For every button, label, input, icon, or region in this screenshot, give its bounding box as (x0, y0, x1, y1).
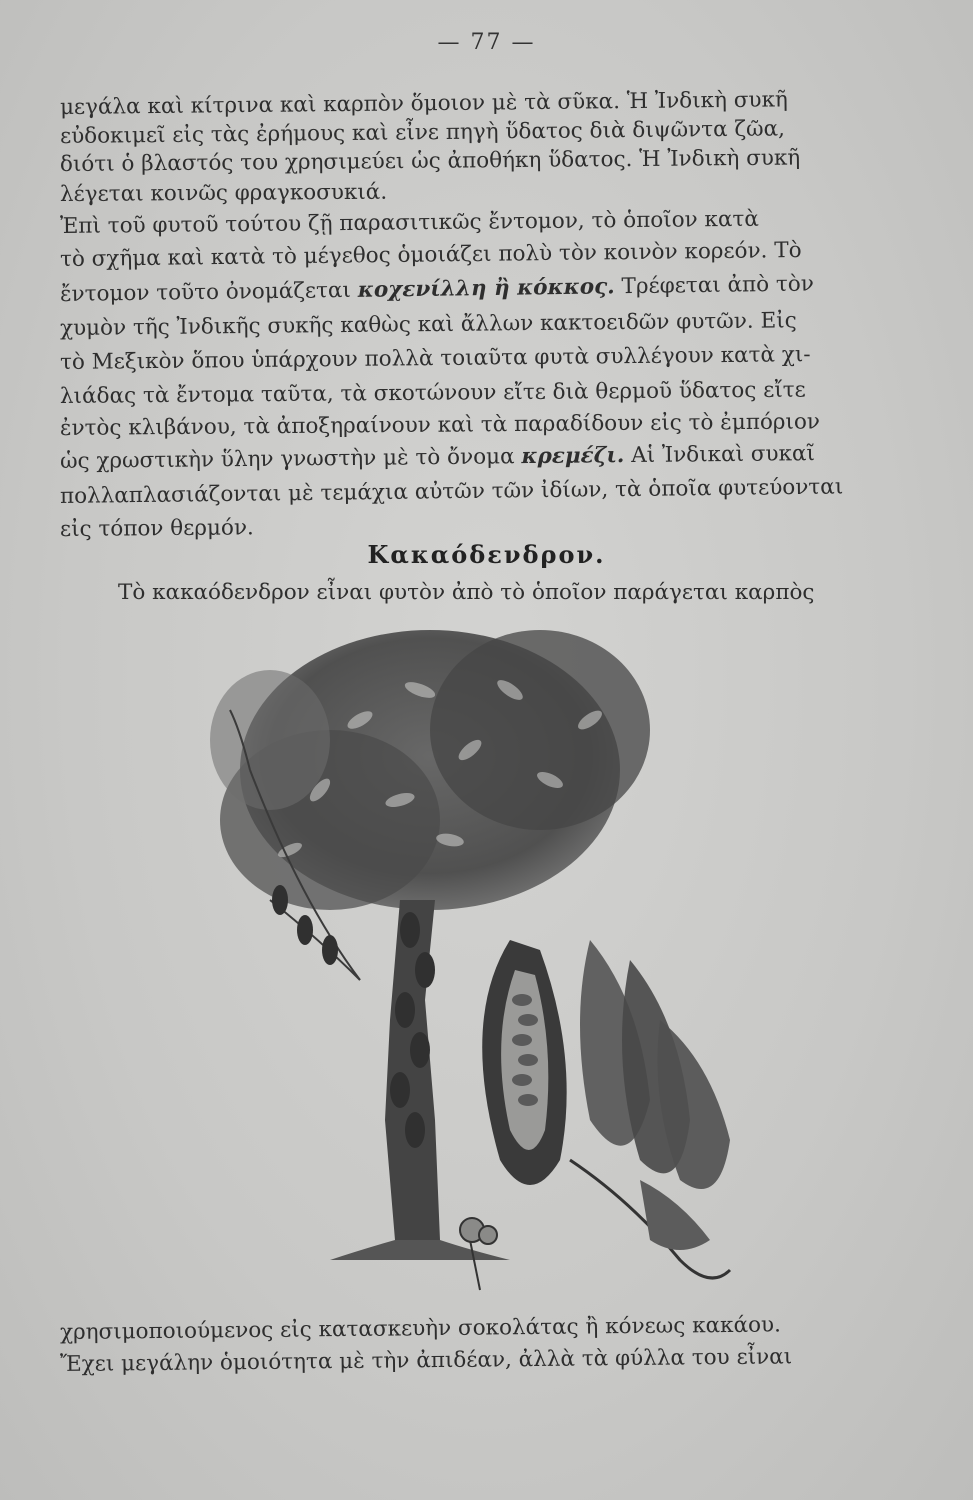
text-run: λιάδας τὰ ἔντομα ταῦτα, τὰ σκοτώνουν εἴτε διὰ θερμοῦ ὕδατος εἴτε (59, 377, 806, 409)
emphasized-term: κρεμέζι. (521, 443, 625, 470)
cut-cacao-pod (482, 940, 566, 1185)
cacao-tree-illustration (210, 600, 900, 1300)
text-run: πολλαπλασιάζονται μὲ τεμάχια αὐτῶν τῶν ἰδίων, τὰ ὁποῖα φυτεύονται (59, 474, 844, 509)
page-number: — 77 — (437, 30, 536, 55)
text-run: μεγάλα καὶ κίτρινα καὶ καρπὸν ὅμοιον μὲ τὰ σῦκα. Ἡ Ἰνδικὴ συκῆ (59, 87, 788, 120)
text-run: ἐντὸς κλιβάνου, τὰ ἀποξηραίνουν καὶ τὰ παραδίδουν εἰς τὸ ἐμπόριον (59, 409, 821, 441)
text-run: εἰς τόπον θερμόν. (59, 515, 254, 542)
text-line: Ἔχει μεγάλην ὁμοιότητα μὲ τὴν ἀπιδέαν, ἀλλὰ τὰ φύλλα του εἶναι (59, 1344, 793, 1377)
text-line (60, 235, 880, 275)
text-line (60, 472, 880, 512)
text-run: ὡς χρωστικὴν ὕλην γνωστὴν μὲ τὸ ὄνομα (59, 444, 522, 474)
text-run: Τρέφεται ἀπὸ τὸν (614, 271, 815, 300)
tree-canopy (210, 630, 650, 910)
text-run: τὸ σχῆμα καὶ κατὰ τὸ μέγεθος ὁμοιάζει πολὺ τὸν κοινὸν κορεόν. Τὸ (59, 237, 802, 272)
intro-line: Τὸ κακαόδενδρον εἶναι φυτὸν ἀπὸ τὸ ὁποῖον παράγεται καρπὸς (118, 580, 815, 605)
text-run: τὸ Μεξικὸν ὅπου ὑπάρχουν πολλὰ τοιαῦτα φυτὰ συλλέγουν κατὰ χι- (59, 342, 811, 375)
text-run: χυμὸν τῆς Ἰνδικῆς συκῆς καθὼς καὶ ἄλλων κακτοειδῶν φυτῶν. Εἰς (59, 308, 797, 341)
text-run: Ἐπὶ τοῦ φυτοῦ τούτου ζῇ παρασιτικῶς ἔντομον, τὸ ὁποῖον κατὰ (59, 206, 759, 239)
text-line (60, 269, 880, 310)
section-title: Κακαόδενδρον. (367, 540, 606, 569)
text-line: χρησιμοποιούμενος εἰς κατασκευὴν σοκολάτας ἢ κόνεως κακάου. (59, 1312, 782, 1345)
text-run: Αἱ Ἰνδικαὶ συκαῖ (624, 441, 816, 469)
emphasized-term: κοχενίλλη ἢ κόκκος. (357, 274, 615, 303)
text-run: ἔντομον τοῦτο ὀνομάζεται (59, 277, 358, 307)
text-line (60, 438, 880, 477)
tree-trunk (385, 900, 440, 1240)
text-line (60, 407, 880, 444)
text-run: λέγεται κοινῶς φραγκοσυκιά. (59, 179, 388, 207)
leaf-branch (570, 940, 730, 1278)
text-line (60, 375, 880, 412)
text-line (60, 305, 880, 344)
text-line (60, 339, 880, 378)
text-run: διότι ὁ βλαστός του χρησιμεύει ὡς ἀποθήκη ὕδατος. Ἡ Ἰνδικὴ συκῆ (59, 145, 801, 177)
text-run: εὐδοκιμεῖ εἰς τὰς ἐρήμους καὶ εἶνε πηγὴ ὕδατος διὰ διψῶντα ζῶα, (59, 116, 786, 149)
